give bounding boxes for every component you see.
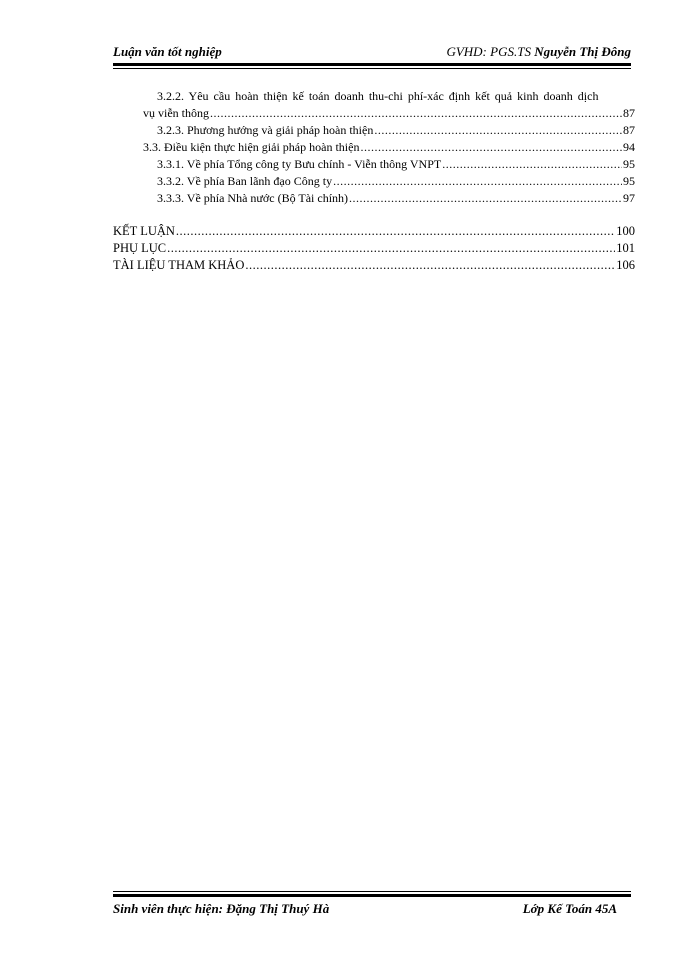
- toc-entry-3-2-2-line1: 3.2.2. Yêu cầu hoàn thiện kế toán doanh thu-chi phí-xác định kết quả kinh doanh dịch: [157, 89, 599, 103]
- toc-entry-ket-luan: [113, 223, 635, 240]
- toc-entry-label: 3.3. Điều kiện thực hiện giải pháp hoàn thiện: [143, 140, 360, 154]
- toc-entry-3-2-3: [113, 122, 635, 139]
- toc-leader: [167, 240, 615, 257]
- toc-leader: [442, 156, 622, 173]
- toc-page-number: 95: [623, 174, 635, 188]
- toc-entry-3-3-2: [113, 173, 635, 190]
- header-supervisor: [446, 44, 631, 60]
- toc-entry-tai-lieu: [113, 257, 635, 274]
- footer-student: Sinh viên thực hiện: Đặng Thị Thuý Hà: [113, 901, 330, 916]
- toc-entry-phu-luc: [113, 240, 635, 257]
- header-rule-thin: [113, 68, 631, 69]
- toc-leader: [374, 122, 622, 139]
- toc-entry-3-3-1: [113, 156, 635, 173]
- toc-page-number: 100: [616, 224, 635, 238]
- toc-entry-label: 3.2.3. Phương hướng và giải pháp hoàn thiện: [157, 123, 374, 137]
- toc-page-number: 97: [623, 191, 635, 205]
- toc-spacer: [113, 207, 635, 223]
- toc-leader: [245, 257, 615, 274]
- toc-entry-label: 3.3.3. Về phía Nhà nước (Bộ Tài chính): [157, 191, 349, 205]
- toc-entry-label: TÀI LIỆU THAM KHẢO: [113, 258, 245, 272]
- toc-entry-label: 3.3.2. Về phía Ban lãnh đạo Công ty: [157, 174, 333, 188]
- toc-entry-label: 3.3.1. Về phía Tổng công ty Bưu chính - Viễn thông VNPT: [157, 157, 442, 171]
- toc-entry-label: KẾT LUẬN: [113, 224, 175, 238]
- table-of-contents: [113, 88, 635, 274]
- toc-entry-3-2-2: [113, 105, 635, 122]
- toc-page-number: 87: [623, 106, 635, 120]
- toc-entry-label: PHỤ LỤC: [113, 241, 167, 255]
- toc-leader: [360, 139, 622, 156]
- toc-page-number: 106: [616, 258, 635, 272]
- toc-page-number: 87: [623, 123, 635, 137]
- header-title: Luận văn tốt nghiệp: [113, 44, 222, 59]
- toc-leader: [333, 173, 622, 190]
- header-supervisor-name: Nguyễn Thị Đông: [534, 44, 631, 59]
- toc-page-number: 95: [623, 157, 635, 171]
- header-rule: [113, 63, 631, 66]
- page-header: [113, 44, 631, 62]
- footer-rule: [113, 894, 631, 897]
- footer-class: Lớp Kế Toán 45A: [522, 901, 617, 916]
- header-supervisor-prefix: GVHD: PGS.TS: [446, 44, 535, 59]
- page-footer: [113, 901, 631, 919]
- toc-entry-3-3: [113, 139, 635, 156]
- toc-page-number: 94: [623, 140, 635, 154]
- toc-entry-label: vụ viễn thông: [143, 106, 209, 120]
- footer-rule-thin: [113, 891, 631, 892]
- toc-leader: [349, 190, 622, 207]
- toc-page-number: 101: [616, 241, 635, 255]
- toc-entry-3-3-3: [113, 190, 635, 207]
- toc-leader: [210, 105, 622, 122]
- toc-leader: [176, 223, 615, 240]
